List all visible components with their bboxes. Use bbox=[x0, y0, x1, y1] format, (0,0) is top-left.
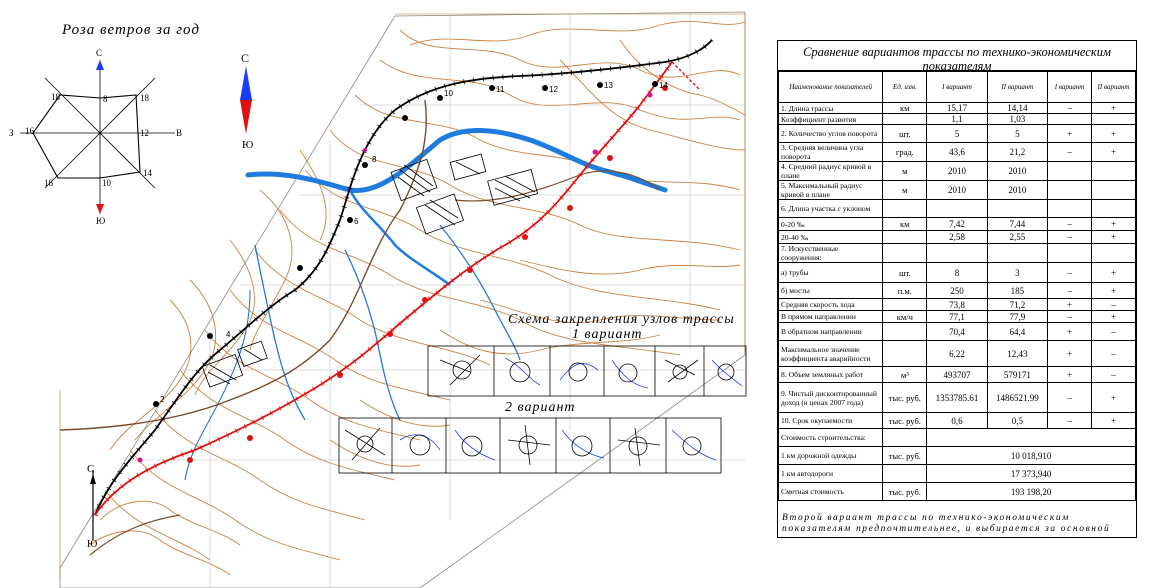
cell-a2: + bbox=[1092, 231, 1136, 244]
cell-a2: – bbox=[1092, 299, 1136, 311]
cell-unit bbox=[883, 231, 927, 244]
cell-unit: тыс. руб. bbox=[883, 383, 927, 413]
station-label: 12 bbox=[549, 85, 558, 94]
cell-a1 bbox=[1048, 200, 1092, 218]
cell-v1: 7,42 bbox=[927, 218, 987, 231]
cell-v2 bbox=[987, 244, 1047, 263]
scheme-variant-1-label: 1 вариант bbox=[572, 327, 643, 342]
cell-unit bbox=[883, 299, 927, 311]
cell-unit: шт. bbox=[883, 263, 927, 283]
cell-v1: 1,1 bbox=[927, 114, 987, 125]
header-unit: Ед. изм. bbox=[883, 72, 927, 103]
table-row bbox=[779, 200, 1136, 218]
table-row bbox=[779, 125, 1136, 143]
cell-v2: 1486521.99 bbox=[987, 383, 1047, 413]
cell-a1: + bbox=[1048, 323, 1092, 341]
cell-unit: п.м. bbox=[883, 283, 927, 299]
cost-rows bbox=[779, 429, 1136, 501]
start-marker-s: Ю bbox=[87, 539, 98, 550]
station-label: 2 bbox=[160, 395, 165, 404]
cell-a2 bbox=[1092, 162, 1136, 181]
cost-row bbox=[779, 429, 1136, 447]
wind-rose bbox=[9, 48, 182, 226]
table-row bbox=[779, 299, 1136, 311]
cell-a1: – bbox=[1048, 283, 1092, 299]
cell-v2: 579171 bbox=[987, 367, 1047, 383]
cell-a2: + bbox=[1092, 125, 1136, 143]
wind-value: 18 bbox=[140, 93, 149, 103]
header-adv2: II вариант bbox=[1092, 72, 1136, 103]
table-row bbox=[779, 311, 1136, 323]
cell-a2 bbox=[1092, 244, 1136, 263]
cell-unit: км/ч bbox=[883, 311, 927, 323]
cell-v2: 2010 bbox=[987, 181, 1047, 200]
table-row bbox=[779, 231, 1136, 244]
cell-a1: – bbox=[1048, 231, 1092, 244]
cell-unit bbox=[883, 114, 927, 125]
cell-v2: 77,9 bbox=[987, 311, 1047, 323]
wind-value: 18 bbox=[51, 92, 60, 102]
cell-v1: 43,6 bbox=[927, 143, 987, 162]
header-indicator: Наименование показателей bbox=[779, 72, 883, 103]
cell-a1: – bbox=[1048, 311, 1092, 323]
cell-v2: 5 bbox=[987, 125, 1047, 143]
cell-name: 9. Чистый дисконтированный доход (в ценах 2007 года) bbox=[779, 383, 883, 413]
cell-name: 2. Количество углов поворота bbox=[779, 125, 883, 143]
cell-v2: 185 bbox=[987, 283, 1047, 299]
cell-unit: шт. bbox=[883, 125, 927, 143]
north-arrow-s: Ю bbox=[242, 139, 254, 151]
cell-v1: 70,4 bbox=[927, 323, 987, 341]
cell-name: 3. Средняя величина угла поворота bbox=[779, 143, 883, 162]
cell-a1 bbox=[1048, 244, 1092, 263]
cell-v1: 73,8 bbox=[927, 299, 987, 311]
station-label: 14 bbox=[659, 81, 668, 90]
cost-value: 10 018,910 bbox=[927, 447, 1136, 465]
cell-name: 8. Объем земляных работ bbox=[779, 367, 883, 383]
cell-a1: + bbox=[1048, 367, 1092, 383]
station-label: 8 bbox=[372, 155, 377, 164]
cell-name: 0-20 ‰ bbox=[779, 218, 883, 231]
cell-name: Максимальное значение коэффициента аварийности bbox=[779, 341, 883, 367]
cell-v1: 1353785.61 bbox=[927, 383, 987, 413]
station-label: 4 bbox=[226, 330, 231, 339]
cost-unit bbox=[883, 465, 927, 483]
cell-a2: + bbox=[1092, 283, 1136, 299]
cell-unit bbox=[883, 244, 927, 263]
cell-v1: 15,17 bbox=[927, 103, 987, 114]
table-row bbox=[779, 413, 1136, 429]
cell-a2: – bbox=[1092, 323, 1136, 341]
cell-v1: 5 bbox=[927, 125, 987, 143]
cell-v1: 2010 bbox=[927, 181, 987, 200]
cell-a2: + bbox=[1092, 311, 1136, 323]
cell-a2: + bbox=[1092, 263, 1136, 283]
cell-v1: 6,22 bbox=[927, 341, 987, 367]
comparison-panel bbox=[777, 40, 1137, 538]
cell-v2: 14,14 bbox=[987, 103, 1047, 114]
cell-v1 bbox=[927, 200, 987, 218]
cell-v2: 0,5 bbox=[987, 413, 1047, 429]
cell-unit: град. bbox=[883, 143, 927, 162]
cell-v2: 71,2 bbox=[987, 299, 1047, 311]
cell-name: 10. Срок окупаемости bbox=[779, 413, 883, 429]
wind-e: В bbox=[176, 128, 183, 138]
cell-v2 bbox=[987, 200, 1047, 218]
cell-unit: тыс. руб. bbox=[883, 413, 927, 429]
cost-name: Сметная стоимость bbox=[779, 483, 883, 501]
cost-value: 193 198,20 bbox=[927, 483, 1136, 501]
cost-unit: тыс. руб. bbox=[883, 447, 927, 465]
comparison-footer: Второй вариант трассы по технико-экономическим показателям предпочтительнее, и выбирается за основной bbox=[782, 513, 1111, 534]
cell-v1: 2010 bbox=[927, 162, 987, 181]
station-label: 6 bbox=[354, 217, 359, 226]
cost-name: Стоимость строительства: bbox=[779, 429, 883, 447]
cost-value bbox=[927, 429, 1136, 447]
comparison-rows bbox=[779, 103, 1136, 429]
north-arrow-n: С bbox=[241, 51, 250, 65]
cell-a2 bbox=[1092, 114, 1136, 125]
cell-name: 1. Длина трассы bbox=[779, 103, 883, 114]
cell-v2: 1,03 bbox=[987, 114, 1047, 125]
wind-value: 12 bbox=[140, 128, 149, 138]
cell-name: Средняя скорость хода bbox=[779, 299, 883, 311]
cost-unit: тыс. руб. bbox=[883, 483, 927, 501]
cost-name: 1 км автодороги bbox=[779, 465, 883, 483]
cell-v2: 2,55 bbox=[987, 231, 1047, 244]
wind-value: 10 bbox=[102, 178, 111, 188]
cell-v1: 8 bbox=[927, 263, 987, 283]
cell-a2 bbox=[1092, 181, 1136, 200]
cell-v1: 2,58 bbox=[927, 231, 987, 244]
station-label: 11 bbox=[496, 85, 505, 94]
cell-a1 bbox=[1048, 114, 1092, 125]
cell-name: 7. Искусственные сооружения: bbox=[779, 244, 883, 263]
cell-v1 bbox=[927, 244, 987, 263]
cell-name: 4. Средний радиус кривой в плане bbox=[779, 162, 883, 181]
cell-a2: – bbox=[1092, 367, 1136, 383]
wind-value: 14 bbox=[143, 168, 152, 178]
table-row bbox=[779, 323, 1136, 341]
table-row bbox=[779, 244, 1136, 263]
cost-row bbox=[779, 483, 1136, 501]
cell-v2: 2010 bbox=[987, 162, 1047, 181]
table-row bbox=[779, 162, 1136, 181]
table-row bbox=[779, 114, 1136, 125]
cell-name: б) мосты bbox=[779, 283, 883, 299]
table-row bbox=[779, 103, 1136, 114]
cell-unit bbox=[883, 341, 927, 367]
cell-a2: + bbox=[1092, 413, 1136, 429]
cell-name: 6. Длина участка с уклоном bbox=[779, 200, 883, 218]
cell-v1: 250 bbox=[927, 283, 987, 299]
table-row bbox=[779, 341, 1136, 367]
table-row bbox=[779, 218, 1136, 231]
cell-v1: 77,1 bbox=[927, 311, 987, 323]
cell-unit: км bbox=[883, 218, 927, 231]
cell-unit: км bbox=[883, 103, 927, 114]
table-row bbox=[779, 143, 1136, 162]
cell-a2: + bbox=[1092, 383, 1136, 413]
cell-a1 bbox=[1048, 181, 1092, 200]
table-row bbox=[779, 181, 1136, 200]
cell-name: 5. Максимальный радиус кривой в плане bbox=[779, 181, 883, 200]
cell-unit bbox=[883, 200, 927, 218]
north-arrow bbox=[240, 51, 253, 151]
cell-a1: – bbox=[1048, 218, 1092, 231]
cell-a1: + bbox=[1048, 299, 1092, 311]
wind-value: 8 bbox=[103, 94, 108, 104]
cell-name: 20-40 ‰ bbox=[779, 231, 883, 244]
start-marker-n: С bbox=[87, 463, 95, 475]
cell-v2: 12,43 bbox=[987, 341, 1047, 367]
cell-a2: + bbox=[1092, 103, 1136, 114]
wind-value: 16 bbox=[25, 126, 34, 136]
header-v2: II вариант bbox=[987, 72, 1047, 103]
cell-name: а) трубы bbox=[779, 263, 883, 283]
cell-a1: – bbox=[1048, 143, 1092, 162]
table-row bbox=[779, 283, 1136, 299]
cell-a2: + bbox=[1092, 143, 1136, 162]
cost-unit bbox=[883, 429, 927, 447]
table-row bbox=[779, 367, 1136, 383]
cost-name: 1 км дорожной одежды bbox=[779, 447, 883, 465]
cell-name: Коэффициент развития bbox=[779, 114, 883, 125]
cell-a1: + bbox=[1048, 125, 1092, 143]
cell-a2: – bbox=[1092, 341, 1136, 367]
cell-unit: м bbox=[883, 181, 927, 200]
wind-s: Ю bbox=[96, 216, 106, 226]
cell-v2: 64,4 bbox=[987, 323, 1047, 341]
cell-a1: – bbox=[1048, 103, 1092, 114]
cell-name: В прямом направлении bbox=[779, 311, 883, 323]
cell-a2: + bbox=[1092, 218, 1136, 231]
cell-a2 bbox=[1092, 200, 1136, 218]
cost-row bbox=[779, 465, 1136, 483]
wind-w: З bbox=[9, 128, 14, 138]
table-row bbox=[779, 383, 1136, 413]
cell-v2: 21,2 bbox=[987, 143, 1047, 162]
cell-v2: 3 bbox=[987, 263, 1047, 283]
cell-v1: 493707 bbox=[927, 367, 987, 383]
cell-v2: 7,44 bbox=[987, 218, 1047, 231]
cell-unit: м bbox=[883, 162, 927, 181]
wind-rose-shape bbox=[33, 95, 140, 178]
cell-v1: 0,6 bbox=[927, 413, 987, 429]
table-row bbox=[779, 263, 1136, 283]
cost-value: 17 373,940 bbox=[927, 465, 1136, 483]
scheme-title: Схема закрепления узлов трассы bbox=[508, 312, 735, 327]
comparison-table bbox=[778, 71, 1136, 501]
cell-unit bbox=[883, 323, 927, 341]
header-v1: I вариант bbox=[927, 72, 987, 103]
cell-a1: – bbox=[1048, 413, 1092, 429]
header-adv1: I вариант bbox=[1048, 72, 1092, 103]
cell-a1 bbox=[1048, 162, 1092, 181]
cell-a1: – bbox=[1048, 383, 1092, 413]
station-label: 13 bbox=[604, 81, 613, 90]
station-label: 10 bbox=[444, 89, 453, 98]
wind-rose-title: Роза ветров за год bbox=[62, 22, 200, 38]
scheme-variant-2-label: 2 вариант bbox=[505, 400, 576, 415]
cell-unit: м³ bbox=[883, 367, 927, 383]
cell-a1: + bbox=[1048, 341, 1092, 367]
cost-row bbox=[779, 447, 1136, 465]
cell-name: В обратном направлении bbox=[779, 323, 883, 341]
wind-n: С bbox=[96, 48, 103, 58]
comparison-title: Сравнение вариантов трассы по технико-экономическим показателям bbox=[778, 41, 1136, 71]
cell-a1: – bbox=[1048, 263, 1092, 283]
wind-value: 16 bbox=[44, 178, 53, 188]
